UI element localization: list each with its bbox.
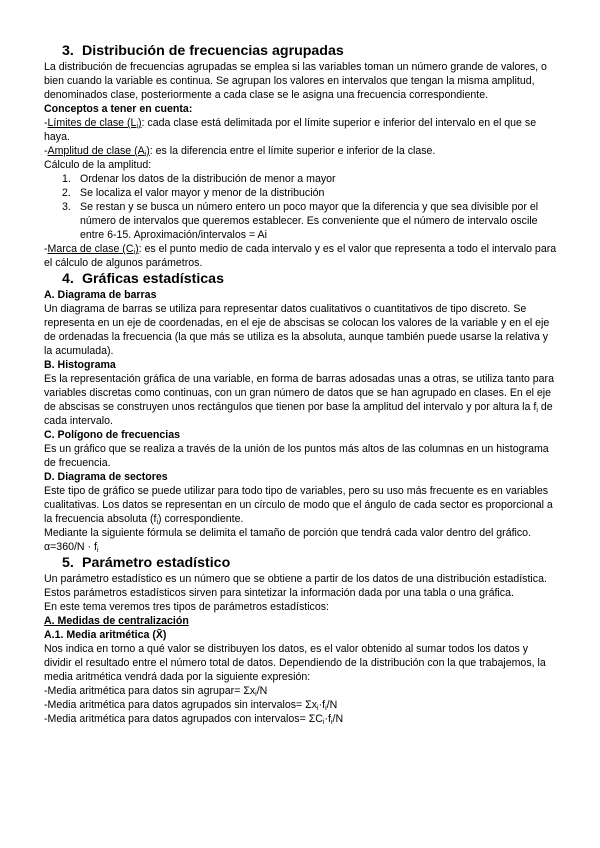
amplitud-de-clase: -Amplitud de clase $(A_i)$: es la diferencia entre el límite superior e inferior de la clase.: [44, 145, 436, 158]
formula-agrupados-con-intervalos: -Media aritmética para datos agrupados con intervalos= $\Sigma C_i\cdot f_i/N$: [44, 713, 344, 726]
list-item: 2. Se localiza el valor mayor y menor de la distribución: [62, 187, 325, 199]
histograma-text: Es la representación gráfica de una variable, en forma de barras adosadas unas a otras, se utiliza tanto para variables discretas como continuas, con un gran número de datos que se han agrupado en clases. En el eje de abscisas se construyen unos rectángulos que tienen por base la amplitud del intervalo y por altura la $f_i$ de cada intervalo.: [44, 373, 554, 427]
conceptos-heading: Conceptos a tener en cuenta:: [44, 103, 193, 115]
poligono-heading: C. Polígono de frecuencias: [44, 429, 180, 441]
formula-sin-agrupar: -Media aritmética para datos sin agrupar= $\Sigma x_i/N$: [44, 685, 268, 698]
list-item: 1. Ordenar los datos de la distribución de menor a mayor: [62, 173, 336, 185]
section-number: 4.: [62, 271, 74, 287]
sectores-heading: D. Diagrama de sectores: [44, 471, 168, 483]
sectores-formula: $\alpha=360/N \cdot f_i$: [44, 541, 99, 554]
s5-tipos: En este tema veremos tres tipos de parámetros estadísticos:: [44, 601, 329, 613]
section-title: Gráficas estadísticas: [82, 271, 224, 287]
marca-de-clase: -Marca de clase $(C_i)$: es el punto medio de cada intervalo y es el valor que representa a todo el intervalo para el cálculo de algunos parámetros.: [44, 243, 557, 269]
section-3-heading: [44, 42, 558, 60]
s3-intro: La distribución de frecuencias agrupadas se emplea si las variables toman un número grande de valores, o bien cuando la variable es continua. Se agrupan los valores en intervalos que tengan la misma amplitud, denominados clase, posteriormente a cada clase se le asigna una frecuencia correspondiente.: [44, 61, 547, 101]
section-5-heading: [44, 554, 558, 572]
poligono-text: Es un gráfico que se realiza a través de la unión de los puntos más altos de las columnas en un histograma de frecuencia.: [44, 443, 549, 469]
section-number: 3.: [62, 43, 74, 59]
sectores-formula-intro: Mediante la siguiente fórmula se delimita el tamaño de porción que tendrá cada valor dentro del gráfico.: [44, 527, 532, 539]
formula-agrupados-sin-intervalos: -Media aritmética para datos agrupados sin intervalos= $\Sigma x_i\cdot f_i/N$: [44, 699, 338, 712]
sectores-text: Este tipo de gráfico se puede utilizar para todo tipo de variables, pero su uso más frecuente es en variables cualitativas. Los datos se representan en un círculo de modo que el ángulo de cada sector es proporcional a la frecuencia absoluta $(f_i)$ correspondiente.: [44, 485, 553, 526]
histograma-heading: B. Histograma: [44, 359, 116, 371]
document-body: [44, 42, 558, 726]
section-4-heading: [44, 270, 558, 288]
diagrama-barras-heading: A. Diagrama de barras: [44, 289, 157, 301]
limites-de-clase: -Límites de clase $(L_i)$: cada clase está delimitada por el límite superior e inferior del intervalo en el que se haya.: [44, 117, 537, 143]
list-item: 3. Se restan y se busca un número entero un poco mayor que la diferencia y que sea divisible por el número de intervalos que queremos establecer. Es conveniente que el número de intervalo oscile entre 6-15. Aproximación/intervalos = Ai: [62, 201, 539, 241]
diagrama-barras-text: Un diagrama de barras se utiliza para representar datos cualitativos o cuantitativos de tipo discreto. Se representa en un eje de coordenadas, en el eje de abscisas se colocan los valores de la variable y en el eje de ordenadas la frecuencia (la que más se utiliza es la absoluta, aunque también puede usarse la relativa y la acumulada).: [44, 303, 550, 357]
section-title: Parámetro estadístico: [82, 555, 231, 571]
amplitud-steps-list: [44, 172, 558, 242]
s5-intro: Un parámetro estadístico es un número que se obtiene a partir de los datos de una distribución estadística. Estos parámetros estadísticos sirven para sintetizar la información dada por una tabla o una gráfica.: [44, 573, 547, 599]
section-number: 5.: [62, 555, 74, 571]
calculo-amplitud-label: Cálculo de la amplitud:: [44, 159, 152, 171]
section-title: Distribución de frecuencias agrupadas: [82, 43, 344, 59]
media-aritmetica-heading: A.1. Media aritmética (X̄): [44, 629, 167, 641]
media-aritmetica-text: Nos indica en torno a qué valor se distribuyen los datos, es el valor obtenido al sumar todos los datos y dividir el resultado entre el número total de datos. Dependiendo de la distribución con la que trabajemos, la media aritmética vendrá dada por la siguiente expresión:: [44, 643, 546, 683]
centralizacion-heading: A. Medidas de centralización: [44, 615, 189, 627]
